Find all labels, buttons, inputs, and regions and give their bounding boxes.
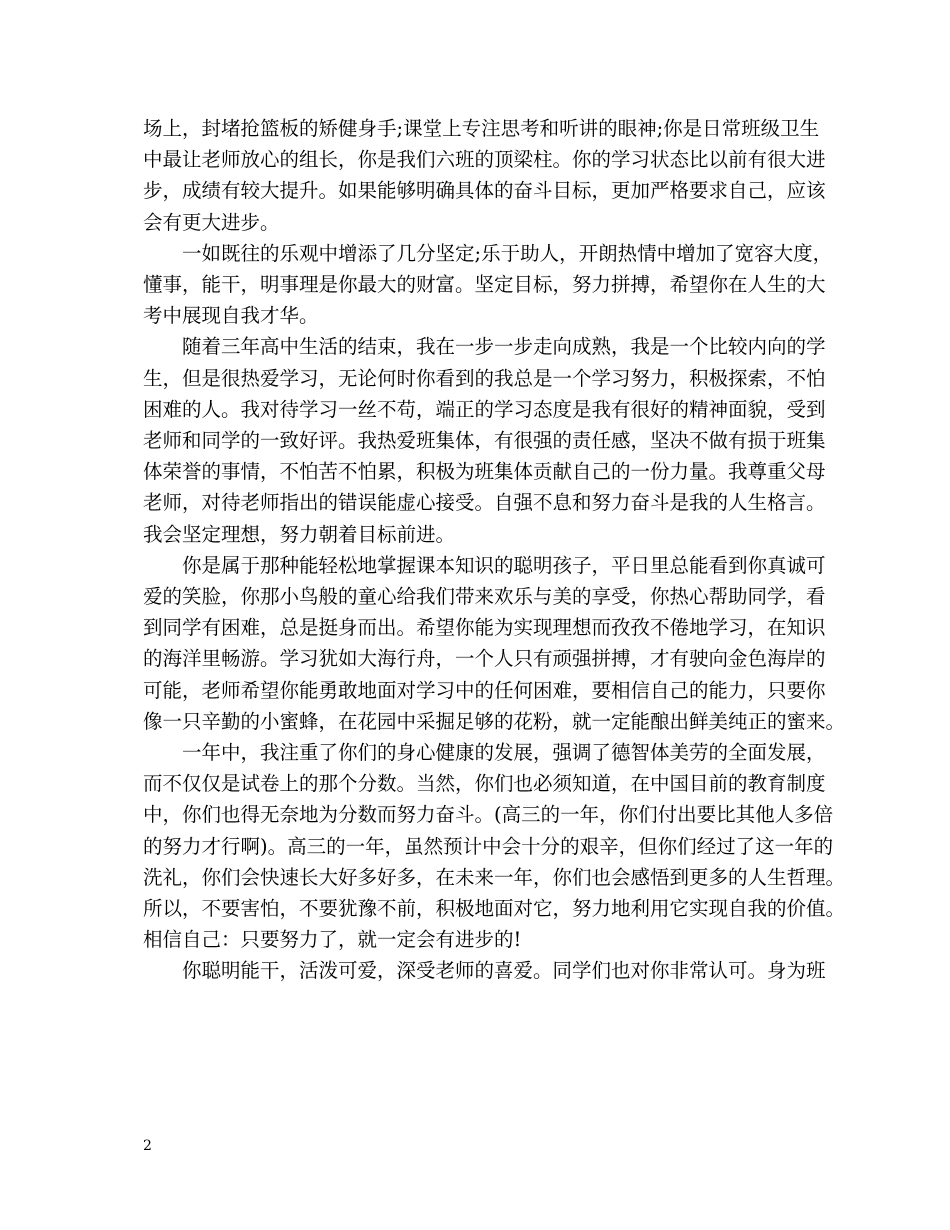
text-line: 体荣誉的事情，不怕苦不怕累，积极为班集体贡献自己的一份力量。我尊重父母 <box>143 460 826 484</box>
text-line: 随着三年高中生活的结束，我在一步一步走向成熟，我是一个比较内向的学 <box>182 335 826 359</box>
text-line: 而不仅仅是试卷上的那个分数。当然，你们也必须知道，在中国目前的教育制度 <box>143 772 826 796</box>
text-line: 会有更大进步。 <box>143 210 280 234</box>
text-line: 场上，封堵抢篮板的矫健身手;课堂上专注思考和听讲的眼神;你是日常班级卫生 <box>143 117 820 140</box>
text-line: 生，但是很热爱学习，无论何时你看到的我总是一个学习努力，积极探索，不怕 <box>143 366 826 390</box>
paragraph <box>143 737 846 955</box>
paragraph <box>143 238 833 332</box>
text-line: 老师和同学的一致好评。我热爱班集体，有很强的责任感，坚决不做有损于班集 <box>143 429 826 453</box>
text-line: 一年中，我注重了你们的身心健康的发展，强调了德智体美劳的全面发展， <box>182 741 826 765</box>
text-line: 所以，不要害怕，不要犹豫不前，积极地面对它，努力地利用它实现自我的价值。 <box>143 897 846 921</box>
text-line: 老师，对待老师指出的错误能虚心接受。自强不息和努力奋斗是我的人生格言。 <box>143 491 826 515</box>
text-line: 我会坚定理想，努力朝着目标前进。 <box>143 522 456 546</box>
text-line: 考中展现自我才华。 <box>143 304 319 328</box>
text-line: 懂事，能干，明事理是你最大的财富。坚定目标，努力拼搏，希望你在人生的大 <box>143 273 826 297</box>
text-line: 中，你们也得无奈地为分数而努力奋斗。(高三的一年，你们付出要比其他人多倍 <box>143 803 834 827</box>
text-line: 爱的笑脸，你那小鸟般的童心给我们带来欢乐与美的享受，你热心帮助同学，看 <box>143 585 826 609</box>
text-line: 步，成绩有较大提升。如果能够明确具体的奋斗目标，更加严格要求自己，应该 <box>143 179 826 203</box>
text-line: 困难的人。我对待学习一丝不苟，端正的学习态度是我有很好的精神面貌，受到 <box>143 397 826 421</box>
document-body <box>143 113 846 987</box>
text-line: 的努力才行啊)。高三的一年，虽然预计中会十分的艰辛，但你们经过了这一年的 <box>143 834 834 858</box>
text-line: 像一只辛勤的小蜜蜂，在花园中采掘足够的花粉，就一定能酿出鲜美纯正的蜜来。 <box>143 709 846 733</box>
paragraph <box>143 550 846 737</box>
text-line: 一如既往的乐观中增添了几分坚定;乐于助人，开朗热情中增加了宽容大度， <box>182 241 833 265</box>
paragraph <box>143 113 826 238</box>
paragraph <box>143 955 826 986</box>
text-line: 你是属于那种能轻松地掌握课本知识的聪明孩子，平日里总能看到你真诚可 <box>182 553 826 577</box>
text-line: 的海洋里畅游。学习犹如大海行舟，一个人只有顽强拼搏，才有驶向金色海岸的 <box>143 647 826 671</box>
text-line: 你聪明能干，活泼可爱，深受老师的喜爱。同学们也对你非常认可。身为班 <box>182 959 826 983</box>
text-line: 可能，老师希望你能勇敢地面对学习中的任何困难，要相信自己的能力，只要你 <box>143 678 826 702</box>
paragraph <box>143 331 826 549</box>
text-line: 相信自己：只要努力了，就一定会有进步的! <box>143 928 522 952</box>
text-line: 洗礼，你们会快速长大好多好多，在未来一年，你们也会感悟到更多的人生哲理。 <box>143 865 846 889</box>
text-line: 到同学有困难，总是挺身而出。希望你能为实现理想而孜孜不倦地学习，在知识 <box>143 616 826 640</box>
text-line: 中最让老师放心的组长，你是我们六班的顶梁柱。你的学习状态比以前有很大进 <box>143 148 826 172</box>
page-number: 2 <box>143 1138 152 1154</box>
